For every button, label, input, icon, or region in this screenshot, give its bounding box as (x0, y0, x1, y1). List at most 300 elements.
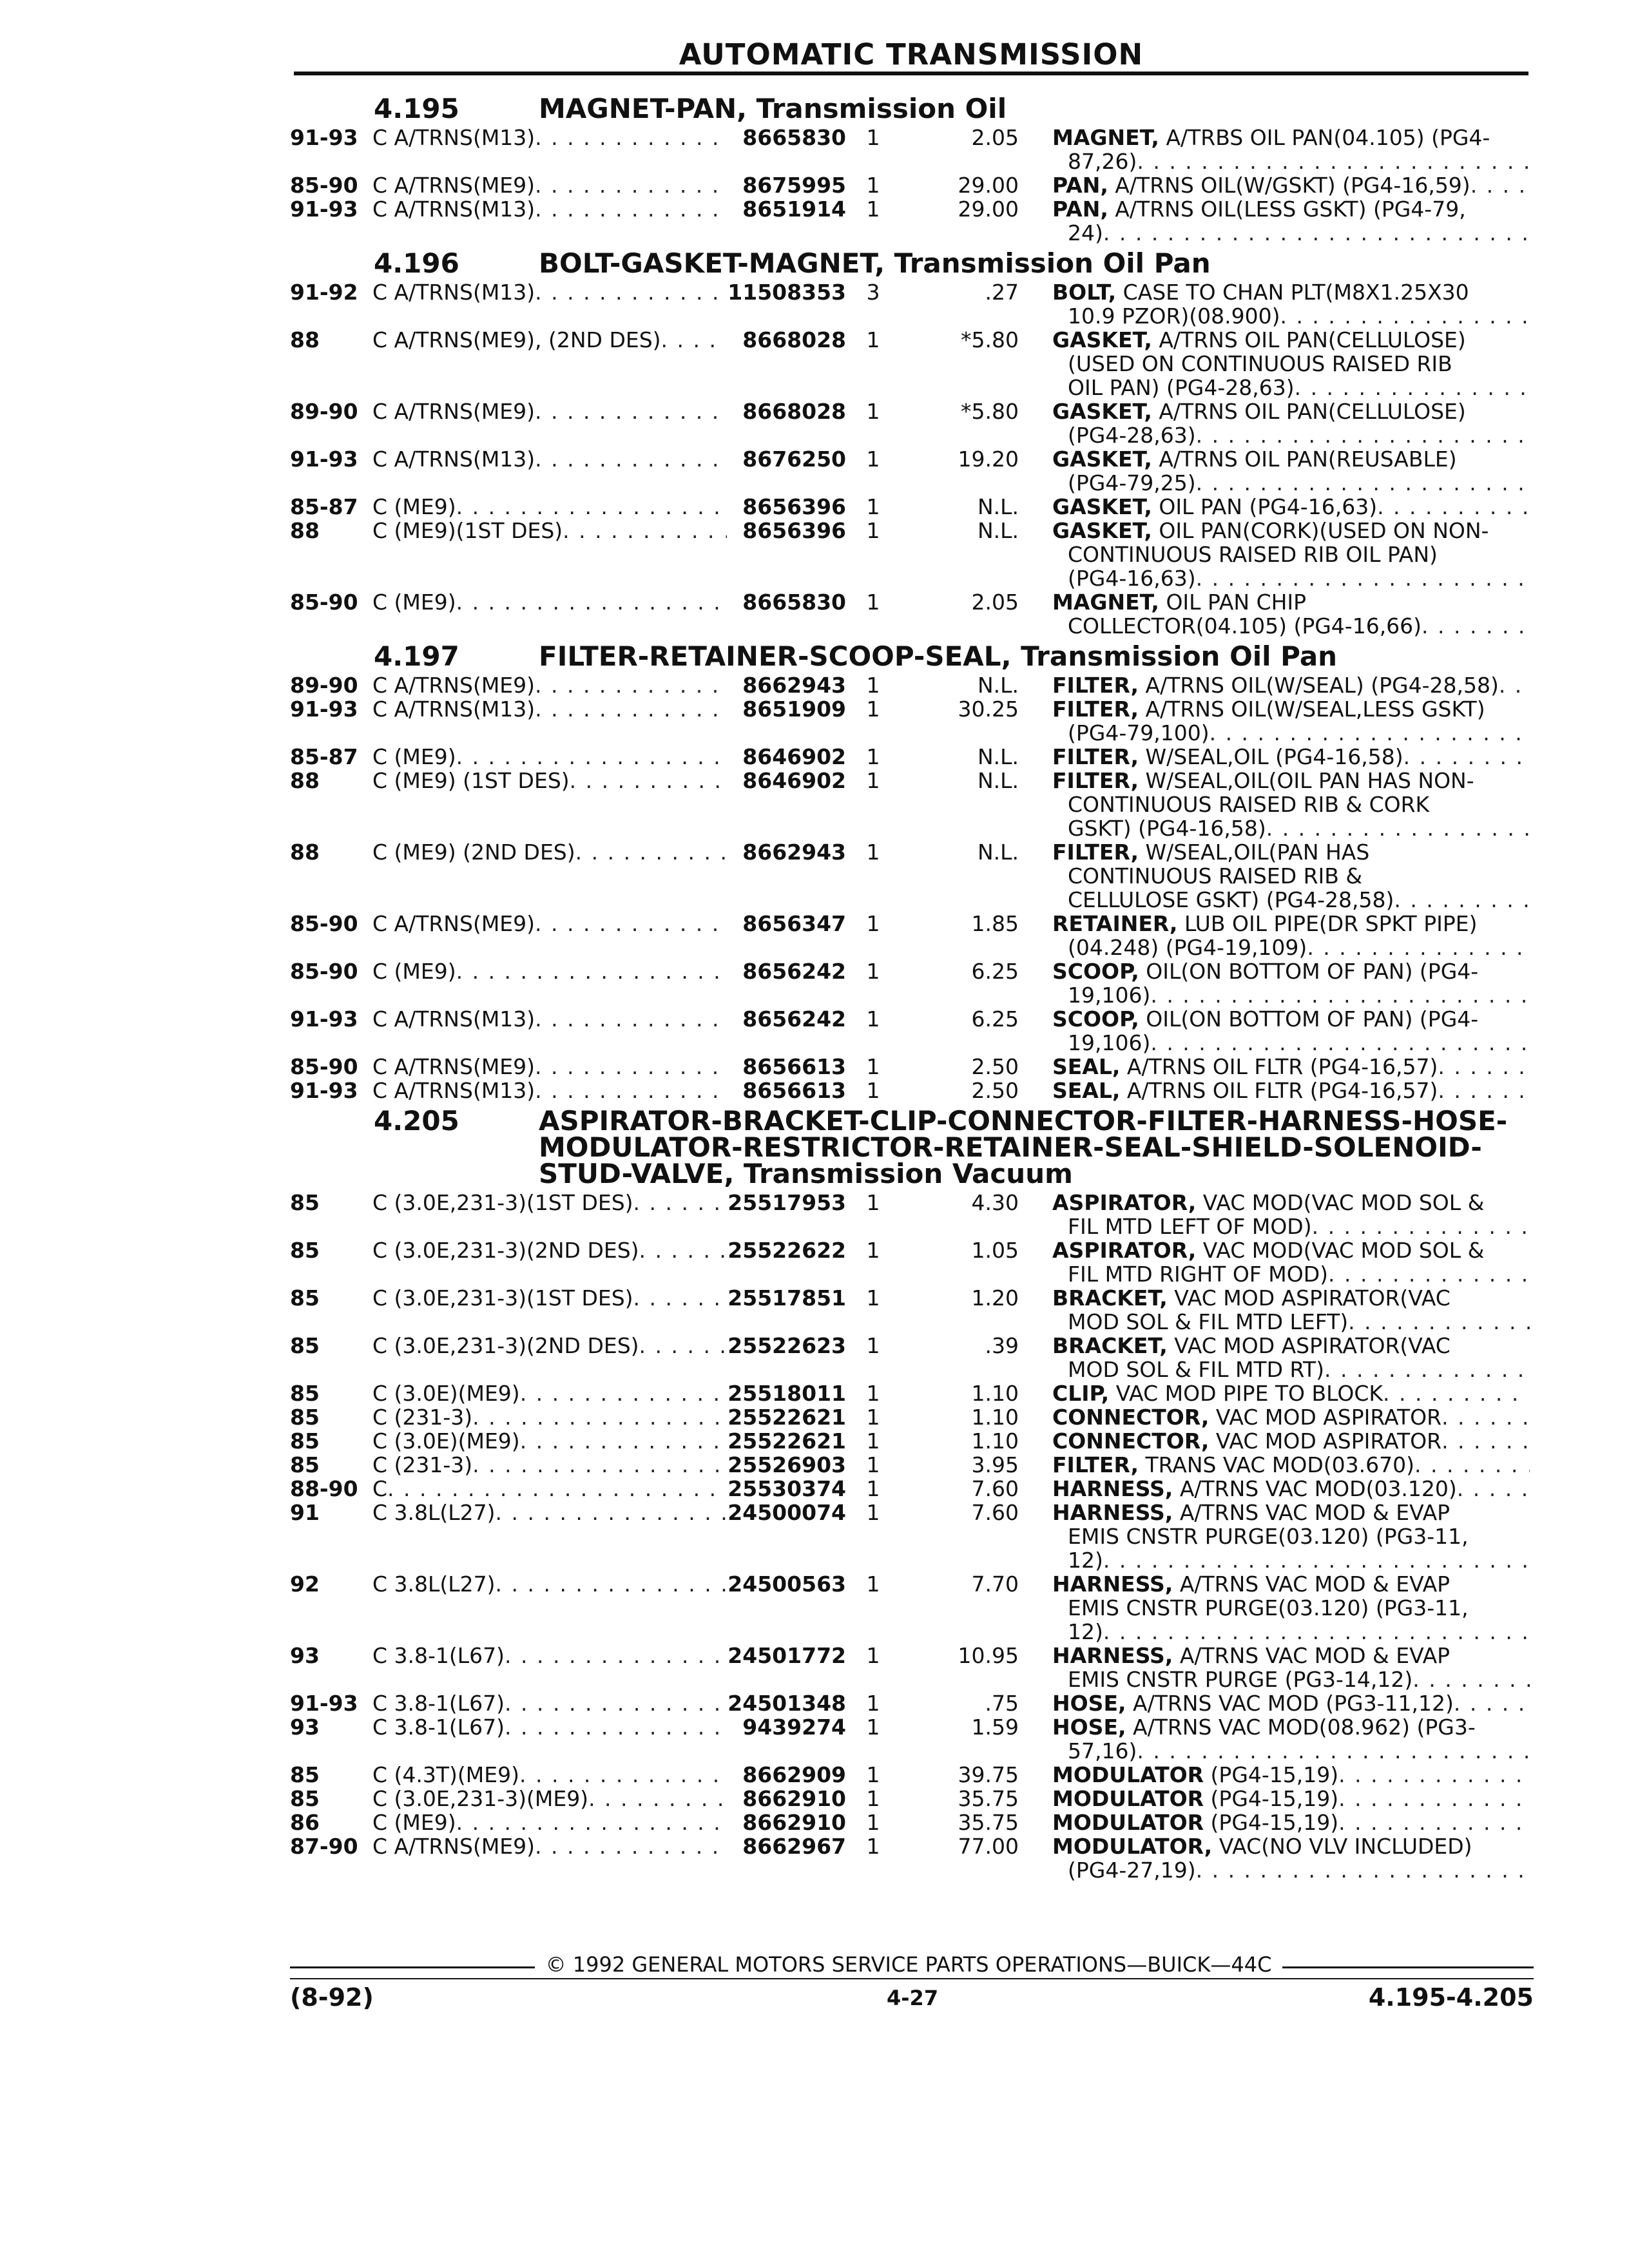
quantity: 1 (866, 697, 880, 722)
price: *5.80 (961, 327, 1019, 352)
description-detail: EMIS CNSTR PURGE(03.120) (PG3-11, (1068, 1524, 1469, 1548)
description-detail: CASE TO CHAN PLT(M8X1.25X30 (1116, 280, 1469, 304)
quantity: 1 (866, 1452, 880, 1477)
part-name: SCOOP, (1052, 959, 1139, 983)
model-years: 85 (290, 1786, 320, 1811)
quantity: 1 (866, 673, 880, 698)
part-name: SCOOP, (1052, 1007, 1139, 1031)
dot-leader (1196, 423, 1530, 447)
model-years: 88 (290, 840, 320, 865)
model-code (372, 1405, 727, 1429)
model-code (372, 1381, 727, 1405)
description-detail: A/TRNS OIL(W/SEAL,LESS GSKT) (1139, 697, 1485, 721)
part-number: 11508353 (728, 280, 846, 305)
price: N.L. (977, 840, 1019, 865)
dot-leader (1328, 1262, 1530, 1286)
model-years: 85 (290, 1238, 320, 1263)
part-number: 8651909 (742, 697, 846, 722)
dot-leader (1150, 1031, 1530, 1055)
description-line (1052, 1477, 1530, 1501)
model-code-text: C (ME9) (372, 590, 456, 615)
part-row (290, 697, 1534, 745)
section-title: FILTER-RETAINER-SCOOP-SEAL, Transmission Oil Pan (539, 640, 1338, 672)
part-description (1052, 912, 1530, 959)
description-text (1068, 304, 1280, 328)
part-row (290, 197, 1534, 245)
description-line (1052, 1191, 1530, 1215)
model-code-text: C (ME9) (372, 959, 456, 984)
description-detail: (PG4-15,19) (1204, 1811, 1339, 1834)
price: 2.50 (971, 1054, 1019, 1079)
model-code (372, 1191, 727, 1238)
description-line (1052, 399, 1530, 423)
quantity: 1 (866, 1571, 880, 1597)
description-text (1052, 673, 1499, 697)
model-years: 85 (290, 1762, 320, 1787)
part-number: 8668028 (742, 399, 846, 424)
dot-leader (456, 1811, 727, 1834)
description-detail: (USED ON CONTINUOUS RAISED RIB (1068, 352, 1452, 376)
model-code-text: C (ME9) (1ST DES) (372, 769, 570, 793)
description-text (1068, 471, 1196, 495)
model-years: 85 (290, 1452, 320, 1477)
description-text (1052, 1334, 1451, 1358)
part-name: FILTER, (1052, 1453, 1139, 1477)
description-line (1052, 1644, 1530, 1667)
description-line (1052, 1715, 1530, 1739)
description-text (1068, 936, 1307, 959)
model-years: 85-90 (290, 959, 358, 984)
model-code (372, 399, 727, 447)
description-text (1068, 1596, 1469, 1620)
description-detail: VAC(NO VLV INCLUDED) (1212, 1834, 1472, 1858)
description-text (1052, 1429, 1441, 1453)
copyright-text: © 1992 GENERAL MOTORS SERVICE PARTS OPERATIONS—BUICK—44C (535, 1952, 1282, 1977)
model-code-text: C A/TRNS(ME9) (372, 1055, 535, 1079)
description-line (1052, 1079, 1530, 1102)
dot-leader (535, 280, 727, 328)
description-text (1052, 1286, 1451, 1310)
part-description (1052, 1334, 1530, 1381)
part-description (1052, 1715, 1530, 1763)
dot-leader (387, 1477, 727, 1501)
footer-rule-right (1282, 1966, 1534, 1968)
part-number: 8676250 (742, 447, 846, 472)
part-number: 8662943 (742, 673, 846, 698)
description-detail: 57,16) (1068, 1739, 1137, 1763)
quantity: 1 (866, 1381, 880, 1406)
price: 2.05 (971, 590, 1019, 615)
description-line (1052, 590, 1530, 614)
price: 1.59 (971, 1715, 1019, 1740)
description-text (1068, 376, 1295, 399)
model-years: 85-87 (290, 494, 358, 519)
model-years: 85 (290, 1333, 320, 1358)
description-line (1052, 1596, 1530, 1620)
description-line (1052, 519, 1530, 543)
part-name: BRACKET, (1052, 1334, 1168, 1358)
dot-leader (472, 1405, 727, 1429)
description-line (1052, 1453, 1530, 1477)
dot-leader (535, 1055, 727, 1079)
part-description (1052, 280, 1530, 328)
dot-leader (520, 1381, 727, 1405)
quantity: 1 (866, 1762, 880, 1787)
description-line (1052, 614, 1530, 638)
description-detail: A/TRNS OIL FLTR (PG4-16,57) (1120, 1079, 1438, 1102)
description-detail: A/TRNS OIL PAN(CELLULOSE) (1152, 328, 1466, 352)
part-row (290, 328, 1534, 399)
description-text (1068, 1667, 1412, 1691)
description-line (1052, 304, 1530, 328)
model-code (372, 1763, 727, 1787)
part-description (1052, 173, 1530, 197)
description-text (1068, 1031, 1150, 1055)
description-line (1052, 126, 1530, 149)
model-code (372, 1501, 727, 1572)
part-description (1052, 1405, 1530, 1429)
model-code (372, 590, 727, 638)
dot-leader (1422, 614, 1530, 638)
description-line (1052, 566, 1530, 590)
dot-leader (456, 959, 727, 1007)
description-detail: EMIS CNSTR PURGE (PG3-14,12) (1068, 1667, 1413, 1691)
model-code (372, 1238, 727, 1286)
part-number: 25517953 (728, 1190, 846, 1215)
description-detail: 19,106) (1068, 1031, 1151, 1055)
dot-leader (1312, 1215, 1530, 1238)
price: .27 (985, 280, 1019, 305)
dot-leader (1307, 936, 1530, 959)
description-detail: VAC MOD ASPIRATOR(VAC (1167, 1334, 1451, 1358)
part-row (290, 495, 1534, 519)
model-years: 85 (290, 1428, 320, 1454)
part-name: GASKET, (1052, 495, 1152, 519)
description-line (1052, 1691, 1530, 1715)
section-title: ASPIRATOR-BRACKET-CLIP-CONNECTOR-FILTER-HARNESS-HOSE-MODULATOR-RESTRICTOR-RETAINER-SEAL-SHIELD-SOLENOID-STUD-VALVE, Transmission Vacuum (539, 1105, 1508, 1189)
dot-leader (535, 1007, 727, 1055)
description-line (1052, 816, 1530, 840)
description-line (1052, 959, 1530, 983)
model-code (372, 1644, 727, 1691)
dot-leader (588, 1787, 727, 1811)
model-code-text: C (ME9) (372, 495, 456, 519)
price: 1.85 (971, 911, 1019, 936)
description-line (1052, 352, 1530, 376)
part-row (290, 590, 1534, 638)
model-code-text: C A/TRNS(M13) (372, 197, 535, 222)
description-text (1068, 1310, 1348, 1334)
price: 30.25 (958, 697, 1019, 722)
section-header (290, 90, 1534, 126)
model-code (372, 173, 727, 197)
part-name: HOSE, (1052, 1691, 1126, 1715)
description-text (1052, 1501, 1450, 1524)
description-line (1052, 912, 1530, 936)
model-code-text: C A/TRNS(ME9), (2ND DES) (372, 328, 661, 352)
description-text (1068, 1858, 1196, 1882)
section-header (290, 638, 1534, 673)
model-code (372, 745, 727, 769)
footer-date: (8-92) (290, 1983, 374, 2012)
part-number: 25518011 (728, 1381, 846, 1406)
description-text (1068, 221, 1103, 245)
part-number: 24501772 (728, 1643, 846, 1668)
part-name: MODULATOR (1052, 1763, 1204, 1787)
description-text (1052, 1405, 1441, 1429)
dot-leader (639, 1334, 727, 1381)
quantity: 1 (866, 1834, 880, 1859)
model-years: 93 (290, 1715, 320, 1740)
price: 35.75 (958, 1786, 1019, 1811)
part-description (1052, 197, 1530, 245)
footer-bottom-rule (290, 1978, 1534, 1979)
description-detail: W/SEAL,OIL (PG4-16,58) (1139, 745, 1403, 769)
description-line (1052, 1620, 1530, 1644)
part-name: FILTER, (1052, 840, 1139, 864)
part-description (1052, 590, 1530, 638)
part-name: CONNECTOR, (1052, 1429, 1210, 1453)
description-line (1052, 1548, 1530, 1572)
part-row (290, 745, 1534, 769)
description-text (1052, 697, 1485, 721)
part-name: RETAINER, (1052, 912, 1178, 936)
part-description (1052, 697, 1530, 745)
section-header (290, 245, 1534, 280)
part-number: 8646902 (742, 744, 846, 769)
description-text (1052, 769, 1474, 793)
description-line (1052, 1286, 1530, 1310)
description-detail: A/TRNS VAC MOD & EVAP (1173, 1644, 1451, 1667)
page-title: AUTOMATIC TRANSMISSION (679, 37, 1144, 72)
description-detail: 19,106) (1068, 983, 1151, 1007)
part-name: FILTER, (1052, 673, 1139, 697)
part-description (1052, 1763, 1530, 1787)
part-number: 8656242 (742, 959, 846, 984)
part-name: GASKET, (1052, 328, 1152, 352)
description-text (1068, 614, 1422, 638)
description-line (1052, 888, 1530, 912)
price: 1.10 (971, 1428, 1019, 1454)
description-line (1052, 471, 1530, 495)
dot-leader (1338, 1763, 1530, 1787)
description-text (1068, 888, 1394, 912)
model-code (372, 197, 727, 245)
price: 10.95 (958, 1643, 1019, 1668)
description-line (1052, 1739, 1530, 1763)
dot-leader (456, 745, 727, 769)
description-detail: W/SEAL,OIL(OIL PAN HAS NON- (1139, 769, 1474, 793)
dot-leader (1103, 1548, 1530, 1572)
model-years: 93 (290, 1643, 320, 1668)
section-number: 4.196 (374, 247, 459, 279)
dot-leader (575, 840, 727, 912)
model-code-text: C (3.0E,231-3)(2ND DES) (372, 1334, 639, 1358)
model-code (372, 1477, 727, 1501)
part-row (290, 673, 1534, 697)
dot-leader (1280, 304, 1530, 328)
part-number: 25522623 (728, 1333, 846, 1358)
model-code (372, 1787, 727, 1811)
description-text (1052, 1381, 1383, 1405)
part-name: FILTER, (1052, 769, 1139, 793)
section-number: 4.205 (374, 1105, 459, 1137)
description-text (1052, 1834, 1472, 1858)
price: 7.60 (971, 1476, 1019, 1501)
description-detail: OIL(ON BOTTOM OF PAN) (PG4- (1139, 1007, 1479, 1031)
description-detail: (PG4-27,19) (1068, 1858, 1196, 1882)
quantity: 1 (866, 1285, 880, 1311)
part-name: HARNESS, (1052, 1572, 1173, 1596)
description-line (1052, 1215, 1530, 1238)
dot-leader (661, 328, 727, 399)
part-name: MODULATOR (1052, 1811, 1204, 1834)
quantity: 1 (866, 1500, 880, 1525)
section-number: 4.195 (374, 93, 459, 124)
description-line (1052, 149, 1530, 173)
model-years: 88 (290, 518, 320, 543)
quantity: 1 (866, 399, 880, 424)
part-name: CONNECTOR, (1052, 1405, 1210, 1429)
description-detail: CONTINUOUS RAISED RIB OIL PAN) (1068, 543, 1438, 566)
quantity: 1 (866, 197, 880, 222)
description-line (1052, 423, 1530, 447)
part-description (1052, 1055, 1530, 1079)
model-years: 91-93 (290, 447, 358, 472)
part-description (1052, 959, 1530, 1007)
price: 4.30 (971, 1190, 1019, 1215)
quantity: 1 (866, 1190, 880, 1215)
model-years: 89-90 (290, 673, 358, 698)
description-line (1052, 1358, 1530, 1381)
part-name: ASPIRATOR, (1052, 1238, 1197, 1262)
description-text (1068, 1215, 1312, 1238)
description-text (1068, 423, 1196, 447)
model-code-text: C (ME9) (372, 745, 456, 769)
model-code (372, 495, 727, 519)
part-row (290, 1834, 1534, 1882)
price: 35.75 (958, 1810, 1019, 1835)
model-years: 91-93 (290, 125, 358, 150)
model-code (372, 769, 727, 840)
dot-leader (1196, 1858, 1530, 1882)
dot-leader (1103, 1620, 1530, 1644)
description-detail: VAC MOD(VAC MOD SOL & (1196, 1238, 1485, 1262)
quantity: 1 (866, 494, 880, 519)
model-code (372, 1834, 727, 1882)
model-code (372, 328, 727, 399)
model-code-text: C (3.0E,231-3)(1ST DES) (372, 1286, 633, 1311)
dot-leader (1103, 221, 1530, 245)
model-code-text: C (3.0E)(ME9) (372, 1381, 520, 1405)
part-name: PAN, (1052, 173, 1108, 197)
model-code-text: C (ME9)(1ST DES) (372, 519, 563, 543)
description-text (1052, 173, 1470, 197)
model-years: 91-93 (290, 1691, 358, 1716)
description-text (1068, 816, 1266, 840)
part-row (290, 1715, 1534, 1763)
model-code (372, 126, 727, 173)
quantity: 1 (866, 744, 880, 769)
description-line (1052, 1007, 1530, 1031)
description-text (1052, 590, 1306, 614)
description-detail: COLLECTOR(04.105) (PG4-16,66) (1068, 614, 1422, 638)
description-line (1052, 1031, 1530, 1055)
description-detail: OIL(ON BOTTOM OF PAN) (PG4- (1139, 959, 1479, 983)
part-description (1052, 1787, 1530, 1811)
part-number: 8656613 (742, 1078, 846, 1103)
part-description (1052, 328, 1530, 399)
description-text (1068, 1620, 1103, 1644)
model-years: 91 (290, 1500, 320, 1525)
description-detail: A/TRNS OIL(W/GSKT) (PG4-16,59) (1108, 173, 1470, 197)
description-text (1052, 1477, 1457, 1501)
description-line (1052, 376, 1530, 399)
quantity: 1 (866, 327, 880, 352)
description-text (1052, 1811, 1338, 1834)
price: N.L. (977, 518, 1019, 543)
description-line (1052, 1667, 1530, 1691)
description-detail: VAC MOD PIPE TO BLOCK (1109, 1381, 1383, 1405)
dot-leader (1403, 745, 1530, 769)
description-line (1052, 1055, 1530, 1079)
dot-leader (535, 697, 727, 745)
quantity: 1 (866, 447, 880, 472)
model-years: 85-90 (290, 590, 358, 615)
dot-leader (456, 495, 727, 519)
footer-rule-left (290, 1966, 535, 1968)
quantity: 1 (866, 1238, 880, 1263)
part-number: 9439274 (742, 1715, 846, 1740)
part-number: 8665830 (742, 125, 846, 150)
dot-leader (1499, 673, 1530, 697)
part-row (290, 1007, 1534, 1055)
description-text (1052, 1007, 1478, 1031)
model-code (372, 447, 727, 495)
dot-leader (1266, 816, 1530, 840)
part-row (290, 519, 1534, 590)
description-detail: TRANS VAC MOD(03.670) (1139, 1453, 1415, 1477)
part-row (290, 1405, 1534, 1429)
dot-leader (1150, 983, 1530, 1007)
part-name: ASPIRATOR, (1052, 1191, 1197, 1215)
part-row (290, 912, 1534, 959)
quantity: 1 (866, 1333, 880, 1358)
description-detail: A/TRBS OIL PAN(04.105) (PG4- (1159, 126, 1490, 149)
part-number: 8662910 (742, 1786, 846, 1811)
price: 1.05 (971, 1238, 1019, 1263)
model-code (372, 1691, 727, 1715)
price: 3.95 (971, 1452, 1019, 1477)
description-text (1052, 912, 1477, 936)
dot-leader (1383, 1381, 1530, 1405)
dot-leader (1412, 1667, 1530, 1691)
part-number: 25526903 (728, 1452, 846, 1477)
dot-leader (519, 1763, 727, 1787)
part-number: 24500563 (728, 1571, 846, 1597)
part-name: MAGNET, (1052, 126, 1159, 149)
description-detail: FIL MTD RIGHT OF MOD) (1068, 1262, 1328, 1286)
model-code-text: C A/TRNS(ME9) (372, 399, 535, 424)
model-code (372, 1429, 727, 1453)
description-line (1052, 697, 1530, 721)
part-description (1052, 769, 1530, 840)
dot-leader (456, 590, 727, 638)
part-name: HOSE, (1052, 1715, 1126, 1739)
model-code (372, 959, 727, 1007)
description-text (1068, 1548, 1103, 1572)
dot-leader (496, 1572, 727, 1644)
